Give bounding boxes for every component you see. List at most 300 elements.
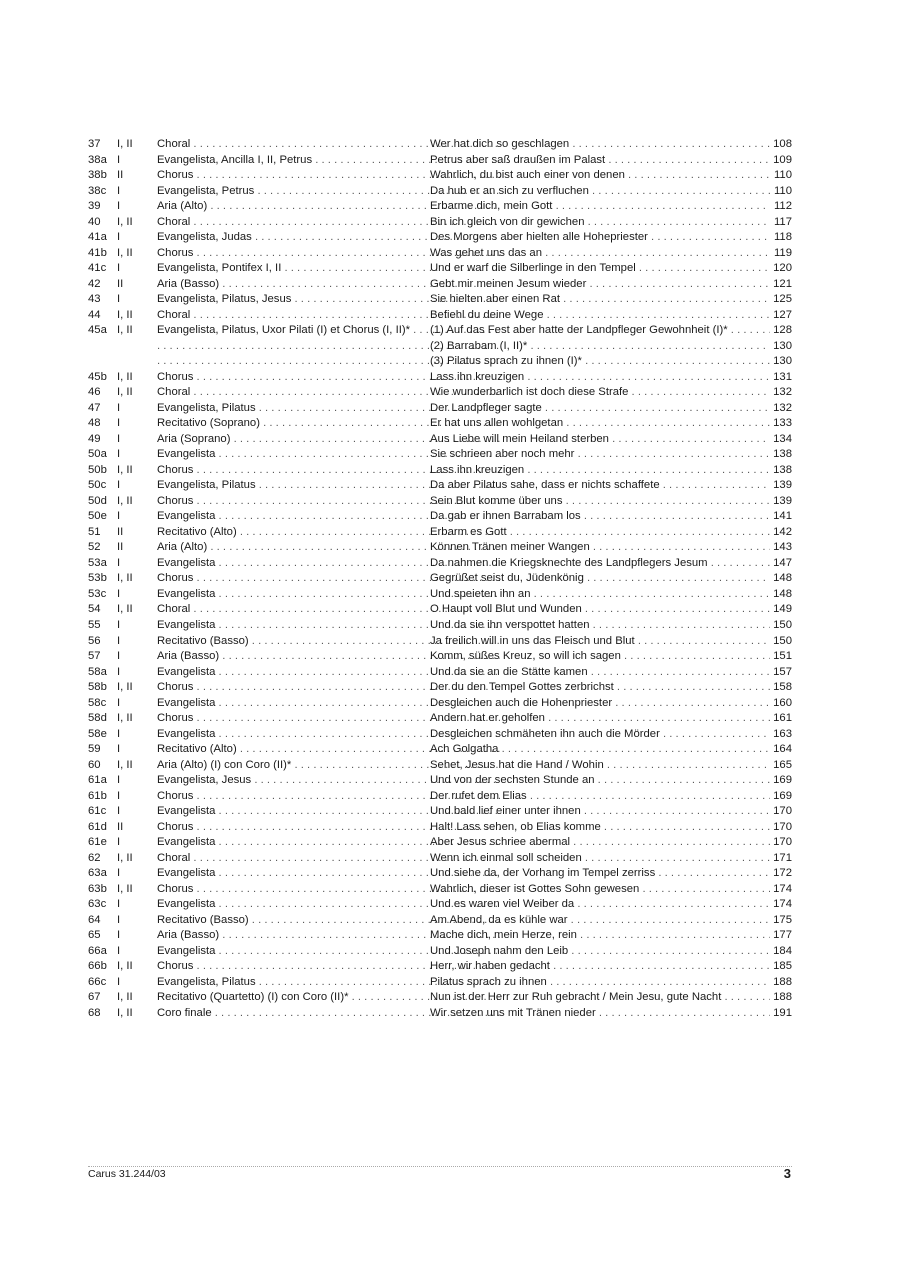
page-reference (773, 820, 792, 836)
page-reference-text: 118 (773, 231, 792, 244)
page-reference-text: 131 (773, 370, 792, 383)
choir-designation (117, 525, 123, 541)
movement-number (88, 665, 107, 681)
toc-row (88, 711, 792, 727)
toc-row (88, 773, 792, 789)
text-incipit (430, 634, 770, 650)
movement-number-text: 48 (88, 417, 101, 430)
movement-number (88, 153, 107, 169)
movement-number-text: 67 (88, 991, 101, 1004)
movement-type-text: Recitativo (Basso) (157, 913, 249, 926)
movement-type-text: Choral (157, 215, 191, 228)
text-incipit (430, 339, 770, 355)
page-reference (773, 742, 792, 758)
choir-designation-text: I, II (117, 991, 133, 1004)
page-reference-text: 174 (773, 898, 792, 911)
page-reference (773, 882, 792, 898)
page-reference (774, 246, 792, 262)
movement-number-text: 59 (88, 743, 101, 756)
choir-designation (117, 975, 120, 991)
movement-number-text: 53c (88, 587, 107, 600)
movement-type-text: Coro finale (157, 1006, 212, 1019)
toc-row (88, 354, 792, 370)
movement-number (88, 851, 101, 867)
movement-number-text: 61a (88, 774, 107, 787)
text-incipit-text: Der Landpfleger sagte (430, 401, 542, 414)
text-incipit-text: (1) Auf das Fest aber hatte der Landpfleger Gewohnheit (I)* (430, 324, 728, 337)
choir-designation (117, 602, 133, 618)
choir-designation-text: I (117, 727, 121, 740)
movement-number-text: 57 (88, 650, 101, 663)
movement-type-text: Chorus (157, 246, 194, 259)
text-incipit-text: Komm, süßes Kreuz, so will ich sagen (430, 650, 621, 663)
text-incipit (430, 742, 770, 758)
text-incipit-text: Halt! Lass sehen, ob Elias komme (430, 820, 601, 833)
page-reference-text: 164 (773, 743, 792, 756)
toc-row (88, 634, 792, 650)
choir-designation (117, 618, 120, 634)
movement-number-text: 58e (88, 727, 107, 740)
movement-type-text: Chorus (157, 494, 194, 507)
text-incipit-text: Er hat uns allen wohlgetan (430, 417, 564, 430)
choir-designation (117, 804, 120, 820)
footer-divider (88, 1166, 792, 1167)
choir-designation (117, 727, 120, 743)
choir-designation (117, 370, 133, 386)
movement-number-text: 63c (88, 898, 107, 911)
toc-row (88, 897, 792, 913)
page-reference (773, 773, 792, 789)
movement-type-text: Aria (Alto) (157, 200, 208, 213)
choir-designation (117, 680, 133, 696)
text-incipit-text: (3) Pilatus sprach zu ihnen (I)* (430, 355, 582, 368)
movement-type-text: Evangelista, Pilatus (157, 479, 256, 492)
movement-number-text: 60 (88, 758, 101, 771)
choir-designation (117, 571, 133, 587)
movement-number (88, 897, 106, 913)
toc-row (88, 432, 792, 448)
choir-designation (117, 401, 120, 417)
movement-type-text: Evangelista (157, 587, 216, 600)
choir-designation-text: I (117, 293, 121, 306)
movement-type-text: Chorus (157, 681, 194, 694)
movement-number-text: 49 (88, 432, 101, 445)
toc-row (88, 540, 792, 556)
toc-row (88, 277, 792, 293)
text-incipit-text: Sehet, Jesus hat die Hand / Wohin (430, 758, 604, 771)
text-incipit-text: Und bald lief einer unter ihnen (430, 805, 581, 818)
page-reference (773, 634, 792, 650)
footer-catalog-number: Carus 31.244/03 (88, 1168, 166, 1180)
text-incipit-text: Sein Blut komme über uns (430, 494, 563, 507)
choir-designation-text: I, II (117, 308, 133, 321)
toc-row (88, 261, 792, 277)
page-reference (773, 416, 792, 432)
choir-designation (117, 1006, 133, 1022)
choir-designation (117, 634, 120, 650)
toc-row (88, 804, 792, 820)
toc-row (88, 556, 792, 572)
movement-number (88, 866, 107, 882)
movement-number (88, 727, 107, 743)
choir-designation (117, 897, 120, 913)
toc-row (88, 866, 792, 882)
movement-number (88, 571, 107, 587)
page-reference (773, 494, 792, 510)
toc-row (88, 168, 792, 184)
page-reference-text: 121 (773, 277, 792, 290)
movement-number-text: 64 (88, 913, 101, 926)
text-incipit-text: Und es waren viel Weiber da (430, 898, 575, 911)
choir-designation-text: I (117, 200, 121, 213)
page-reference-text: 110 (773, 184, 792, 197)
movement-number (88, 509, 107, 525)
page-reference-text: 177 (773, 929, 792, 942)
toc-row (88, 990, 792, 1006)
page-reference-text: 130 (773, 339, 792, 352)
page-reference (773, 323, 792, 339)
choir-designation-text: II (117, 525, 124, 538)
text-incipit-text: Wer hat dich so geschlagen (430, 138, 570, 150)
choir-designation (117, 153, 120, 169)
page-reference-text: 170 (773, 805, 792, 818)
choir-designation (117, 277, 123, 293)
choir-designation (117, 928, 120, 944)
movement-type-text: Choral (157, 308, 191, 321)
page-reference-text: 188 (773, 991, 792, 1004)
toc-row (88, 742, 792, 758)
movement-number (88, 789, 107, 805)
page-reference-text: 191 (773, 1006, 792, 1019)
choir-designation-text: I, II (117, 882, 133, 895)
choir-designation-text: I (117, 665, 121, 678)
table-of-contents (88, 137, 792, 1021)
movement-number (88, 261, 106, 277)
choir-designation (117, 168, 123, 184)
text-incipit-text: Befiehl du deine Wege (430, 308, 544, 321)
text-incipit-text: Wie wunderbarlich ist doch diese Strafe (430, 386, 629, 399)
toc-row (88, 385, 792, 401)
text-incipit (430, 308, 770, 324)
page-reference-text: 138 (773, 463, 792, 476)
text-incipit-text: (2) Barrabam (I, II)* (430, 339, 528, 352)
toc-row (88, 525, 792, 541)
page-reference (773, 153, 792, 169)
toc-row (88, 882, 792, 898)
page-reference-text: 119 (773, 246, 792, 259)
choir-designation (117, 742, 120, 758)
page-reference-text: 134 (773, 432, 792, 445)
text-incipit-text: Erbarm es Gott (430, 525, 507, 538)
choir-designation (117, 789, 120, 805)
page-reference-text: 139 (773, 479, 792, 492)
choir-designation (117, 587, 120, 603)
choir-designation (117, 184, 120, 200)
choir-designation-text: I, II (117, 851, 133, 864)
movement-number-text: 38c (88, 184, 107, 197)
choir-designation (117, 944, 120, 960)
text-incipit (430, 990, 770, 1006)
movement-number-text: 58a (88, 665, 107, 678)
movement-number (88, 990, 101, 1006)
text-incipit-text: Der rufet dem Elias (430, 789, 527, 802)
text-incipit (430, 696, 770, 712)
movement-number-text: 39 (88, 200, 101, 213)
page-reference (773, 696, 792, 712)
movement-type-text: Evangelista (157, 836, 216, 849)
toc-row (88, 153, 792, 169)
page-reference (773, 959, 792, 975)
toc-row (88, 944, 792, 960)
choir-designation (117, 199, 120, 215)
text-incipit-text: Ach Golgatha (430, 743, 499, 756)
toc-row (88, 835, 792, 851)
choir-designation-text: I (117, 789, 121, 802)
movement-number (88, 587, 106, 603)
movement-type-text: Recitativo (Alto) (157, 525, 237, 538)
page-reference (774, 215, 792, 231)
toc-row (88, 199, 792, 215)
text-incipit (430, 432, 770, 448)
text-incipit-text: Wahrlich, dieser ist Gottes Sohn gewesen (430, 882, 640, 895)
page-reference-text: 185 (773, 960, 792, 973)
choir-designation (117, 866, 120, 882)
text-incipit (430, 323, 770, 339)
choir-designation-text: I (117, 650, 121, 663)
movement-type-text: Aria (Basso) (157, 929, 220, 942)
choir-designation (117, 665, 120, 681)
movement-type-text: Chorus (157, 789, 194, 802)
choir-designation (117, 137, 133, 153)
movement-number-text: 50c (88, 479, 107, 492)
page-reference-text: 148 (773, 587, 792, 600)
movement-number-text: 61c (88, 805, 107, 818)
toc-row (88, 649, 792, 665)
text-incipit (430, 354, 770, 370)
movement-number (88, 913, 101, 929)
toc-row (88, 789, 792, 805)
page-reference (773, 649, 792, 665)
choir-designation-text: I (117, 262, 121, 275)
movement-number-text: 38b (88, 169, 107, 182)
text-incipit-text: Des Morgens aber hielten alle Hohepriester (430, 231, 648, 244)
movement-number (88, 478, 106, 494)
choir-designation-text: I (117, 587, 121, 600)
text-incipit-text: Erbarme dich, mein Gott (430, 200, 553, 213)
movement-number (88, 168, 107, 184)
choir-designation-text: I, II (117, 246, 133, 259)
movement-number (88, 416, 101, 432)
choir-designation (117, 959, 133, 975)
text-incipit-text: Herr, wir haben gedacht (430, 960, 550, 973)
text-incipit-text: Wahrlich, du bist auch einer von denen (430, 169, 625, 182)
text-incipit-text: Und er warf die Silberlinge in den Tempel (430, 262, 636, 275)
page-reference-text: 108 (773, 138, 792, 150)
movement-number-text: 45b (88, 370, 107, 383)
movement-number (88, 835, 107, 851)
choir-designation-text: I (117, 432, 121, 445)
choir-designation (117, 711, 133, 727)
page-reference-text: 170 (773, 820, 792, 833)
movement-number-text: 47 (88, 401, 101, 414)
movement-type-text: Evangelista, Petrus (157, 184, 255, 197)
choir-designation (117, 851, 133, 867)
movement-type-text: Evangelista, Pilatus (157, 975, 256, 988)
page-reference (773, 339, 792, 355)
movement-number-text: 63a (88, 867, 107, 880)
toc-row (88, 478, 792, 494)
movement-number (88, 711, 107, 727)
choir-designation (117, 478, 120, 494)
movement-type-text: Recitativo (Soprano) (157, 417, 260, 430)
page-reference-text: 130 (773, 355, 792, 368)
page-reference-text: 169 (773, 774, 792, 787)
toc-row (88, 184, 792, 200)
toc-row (88, 137, 792, 153)
text-incipit (430, 804, 770, 820)
page-reference-text: 161 (773, 712, 792, 725)
movement-number-text: 41c (88, 262, 107, 275)
choir-designation (117, 509, 120, 525)
choir-designation-text: I (117, 743, 121, 756)
movement-number (88, 634, 101, 650)
text-incipit (430, 199, 770, 215)
text-incipit-text: Was gehet uns das an (430, 246, 542, 259)
text-incipit (430, 897, 770, 913)
text-incipit (430, 184, 770, 200)
choir-designation (117, 882, 133, 898)
choir-designation-text: I, II (117, 572, 133, 585)
choir-designation-text: I (117, 898, 121, 911)
choir-designation (117, 540, 123, 556)
page-reference-text: 132 (773, 386, 792, 399)
movement-number (88, 944, 107, 960)
choir-designation-text: I, II (117, 386, 133, 399)
toc-row (88, 463, 792, 479)
movement-type-text: Evangelista, Judas (157, 231, 252, 244)
text-incipit (430, 975, 770, 991)
movement-type-text: Evangelista, Pilatus, Uxor Pilati (I) et Chorus (I, II)* (157, 324, 411, 337)
movement-type-text: Evangelista (157, 867, 216, 880)
page-reference-text: 112 (773, 200, 792, 213)
toc-row (88, 292, 792, 308)
movement-number (88, 137, 101, 153)
text-incipit (430, 618, 770, 634)
page-reference-text: 188 (773, 975, 792, 988)
movement-number (88, 804, 106, 820)
page-reference (773, 789, 792, 805)
movement-number-text: 65 (88, 929, 101, 942)
movement-type-text: Evangelista, Pilatus (157, 401, 256, 414)
movement-number (88, 959, 107, 975)
choir-designation-text: II (117, 541, 124, 554)
movement-number (88, 540, 101, 556)
toc-row (88, 230, 792, 246)
page-reference (773, 292, 792, 308)
page-reference (773, 866, 792, 882)
page-reference (773, 463, 792, 479)
movement-type-text: Chorus (157, 572, 194, 585)
page-reference-text: 141 (773, 510, 792, 523)
page-reference (773, 680, 792, 696)
text-incipit (430, 944, 770, 960)
text-incipit (430, 168, 770, 184)
movement-type-text: Evangelista (157, 805, 216, 818)
movement-type-text: Chorus (157, 820, 194, 833)
movement-number-text: 53b (88, 572, 107, 585)
toc-row (88, 246, 792, 262)
text-incipit-text: Und da sie ihn verspottet hatten (430, 618, 590, 631)
movement-number (88, 308, 101, 324)
movement-number-text: 45a (88, 324, 107, 337)
toc-row (88, 959, 792, 975)
movement-number-text: 63b (88, 882, 107, 895)
movement-type-text: Chorus (157, 169, 194, 182)
text-incipit (430, 773, 770, 789)
movement-number-text: 52 (88, 541, 101, 554)
text-incipit-text: Aus Liebe will mein Heiland sterben (430, 432, 609, 445)
toc-row (88, 820, 792, 836)
page-reference (773, 897, 792, 913)
choir-designation-text: I, II (117, 712, 133, 725)
text-incipit-text: Und von der sechsten Stunde an (430, 774, 595, 787)
movement-number-text: 66c (88, 975, 107, 988)
page-reference (774, 168, 792, 184)
toc-row (88, 339, 792, 355)
movement-number (88, 432, 101, 448)
toc-row (88, 975, 792, 991)
page-reference (773, 944, 792, 960)
page-reference (773, 540, 792, 556)
movement-number (88, 494, 107, 510)
movement-type-text: Chorus (157, 463, 194, 476)
page-reference-text: 151 (773, 650, 792, 663)
movement-number-text: 61e (88, 836, 107, 849)
text-incipit-text: Petrus aber saß draußen im Palast (430, 153, 606, 166)
movement-number-text: 58b (88, 681, 107, 694)
page-reference (773, 370, 792, 386)
movement-type-text: Evangelista (157, 898, 216, 911)
text-incipit (430, 665, 770, 681)
movement-type-text: Chorus (157, 960, 194, 973)
text-incipit (430, 215, 770, 231)
choir-designation-text: I, II (117, 681, 133, 694)
movement-type-text: Aria (Alto) (I) con Coro (II)* (157, 758, 292, 771)
movement-type-text: Choral (157, 851, 191, 864)
text-incipit (430, 851, 770, 867)
choir-designation-text: I, II (117, 463, 133, 476)
page-reference (773, 711, 792, 727)
choir-designation (117, 215, 133, 231)
movement-number-text: 46 (88, 386, 101, 399)
choir-designation (117, 773, 120, 789)
page-reference-text: 174 (773, 882, 792, 895)
choir-designation-text: I, II (117, 215, 133, 228)
movement-number (88, 758, 101, 774)
choir-designation (117, 990, 133, 1006)
text-incipit (430, 727, 770, 743)
page-reference (773, 665, 792, 681)
movement-number-text: 38a (88, 153, 107, 166)
text-incipit (430, 447, 770, 463)
text-incipit (430, 385, 770, 401)
choir-designation (117, 261, 120, 277)
page-reference (773, 509, 792, 525)
choir-designation (117, 246, 133, 262)
text-incipit-text: Da aber Pilatus sahe, dass er nichts schaffete (430, 479, 660, 492)
text-incipit (430, 509, 770, 525)
movement-number (88, 199, 101, 215)
